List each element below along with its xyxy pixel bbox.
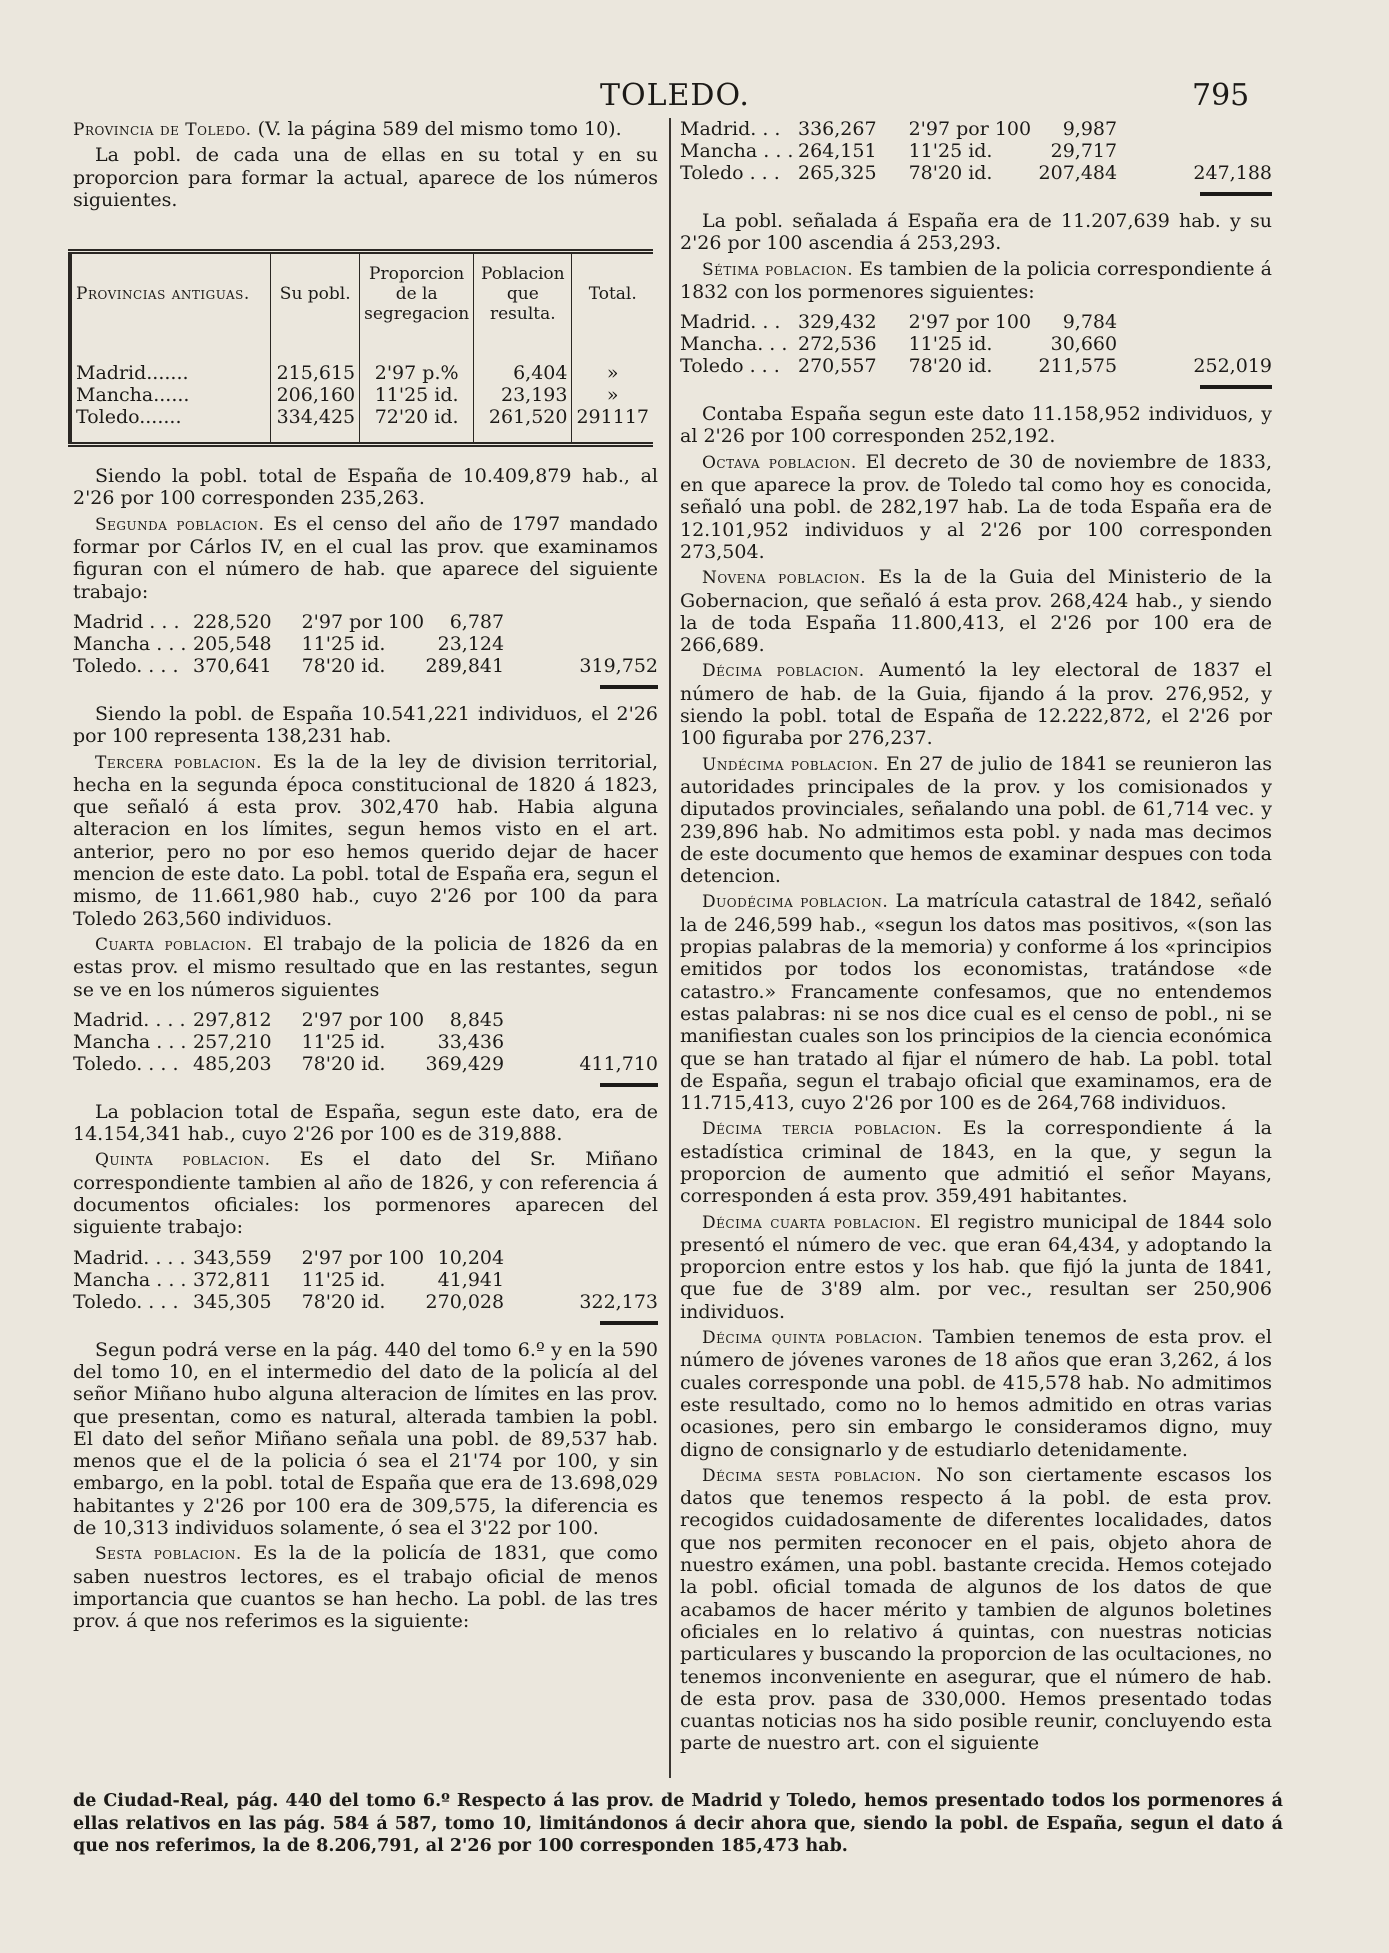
section-segunda: Segunda poblacion. Es el censo del año de 1797 mandado formar por Cárlos IV, en el cual las prov. que examinamos figuran con el número de hab. que aparece del siguiente trabajo: <box>73 512 659 603</box>
table-row: Madrid . . . 228,520 2'97 por 100 6,787 <box>73 610 505 633</box>
table-row: Toledo . . . 265,325 78'20 id. 207,484 247,188 <box>680 162 1272 184</box>
paragraph: Contaba España segun este dato 11.158,952 individuos, y al 2'26 por 100 corresponden 252,192. <box>680 403 1272 448</box>
paragraph: Segun podrá verse en la pág. 440 del tomo 6.º y en la 590 del tomo 10, en el intermedio del dato de la policía al del señor Miñano hubo alguna alteracion de límites en las prov. que presentan, como es natural, alterada tambien la pobl. El dato del señor Miñano señala una pobl. de 89,537 hab. menos que el de la policia ó sea el 21'74 por 100, y sin embargo, en la pobl. total de España que era de 13.698,029 habitantes y 2'26 por 100 era de 309,575, la diferencia es de 10,313 individuos solamente, ó sea el 3'22 por 100. <box>73 1338 658 1539</box>
section-decima-sesta: Décima sesta poblacion. No son ciertamente escasos los datos que tenemos respecto á la pobl. de esta prov. recogidos cuidadosamente de diferentes localidades, datos que nos permiten reconocer en el pais, objeto ahora de nuestro exámen, una pobl. bastante crecida. Hemos cotejado la pobl. oficial tomada de algunos de los datos de que acabamos de hacer mérito y tambien de algunos boletines oficiales en lo relativo á quintas, con nuestras noticias particulares y buscando la proporcion de las ocultaciones, no tenemos inconveniente en asegurar, que el número de hab. de esta prov. pasa de 330,000. Hemos presentado todas cuantas noticias nos ha sido posible reunir, concluyendo esta parte de nuestro art. con el siguiente <box>680 1463 1272 1755</box>
row-resulta: 261,520 <box>474 406 572 445</box>
figures-table-segunda <box>73 611 658 677</box>
footnote: de Ciudad-Real, pág. 440 del tomo 6.º Respecto á las prov. de Madrid y Toledo, hemos presentado todos los pormenores á ellas relativos en las pág. 584 á 587, tomo 10, limitándonos á decir ahora que, siendo la pobl. de España, segun el dato á que nos referimos, la de 8.206,791, al 2'26 por 100 corresponden 185,473 hab. <box>73 1791 1283 1856</box>
figures-table-quinta <box>73 1247 658 1313</box>
row-total: » <box>606 384 619 407</box>
col-header-proporcion: Proporcion de la segregacion <box>360 252 474 333</box>
total-rule <box>600 1321 658 1325</box>
right-column <box>680 118 1272 1758</box>
section-novena: Novena poblacion. Es la de la Guia del Ministerio de la Gobernacion, que señaló á esta prov. 268,424 hab., y siendo la de toda España 11.800,413, el 2'26 por 100 era de 266,689. <box>680 566 1272 657</box>
table-row: Mancha. . . 272,536 11'25 id. 30,660 <box>680 333 1118 356</box>
section-decima-tercia: Décima tercia poblacion. Es la correspondiente á la estadística criminal de 1843, en la que, y segun la proporcion de aumento que admitió el señor Mayans, corresponden á esta prov. 359,491 habitantes. <box>680 1117 1272 1208</box>
table-row: Mancha . . . 205,548 11'25 id. 23,124 <box>73 632 505 655</box>
section-cuarta: Cuarta poblacion. El trabajo de la policia de 1826 da en estas prov. el mismo resultado que en las restantes, segun se ve en los números siguientes <box>73 932 658 1001</box>
section-quinta: Quinta poblacion. Es el dato del Sr. Miñano correspondiente tambien al año de 1826, y con referencia á documentos oficiales: los pormenores aparecen del siguiente trabajo: <box>73 1148 658 1239</box>
column-divider <box>669 118 671 1778</box>
table-row <box>70 406 653 445</box>
row-province: Toledo....... <box>70 406 271 445</box>
total-rule <box>600 1083 658 1087</box>
col-header-provincias: Provincias antiguas. <box>70 252 271 333</box>
intro-paragraph: Provincia de Toledo. (V. la página 589 del mismo tomo 10). <box>73 118 622 140</box>
paragraph: Siendo la pobl. de España 10.541,221 individuos, el 2'26 por 100 representa 138,231 hab. <box>73 702 658 748</box>
row-resulta: 23,193 <box>474 384 572 406</box>
row-total: 291117 <box>576 406 649 429</box>
row-pobl: 206,160 <box>271 384 360 406</box>
section-undecima: Undécima poblacion. En 27 de julio de 1841 se reunieron las autoridades principales de la prov. y los comisionados y diputados provinciales, señalando una pobl. de 61,714 vec. y 239,896 hab. No admitimos esta pobl. y nada mas decimos de este documento que hemos de examinar despues con toda detencion. <box>680 752 1273 888</box>
provinces-table <box>68 249 653 447</box>
row-province: Mancha...... <box>70 384 271 406</box>
figures-table-setima <box>680 311 1272 377</box>
paragraph: La pobl. señalada á España era de 11.207,639 hab. y su 2'26 por 100 ascendia á 253,293. <box>680 210 1272 255</box>
row-pobl: 215,615 <box>271 362 360 384</box>
section-octava: Octava poblacion. El decreto de 30 de noviembre de 1833, en que aparece la prov. de Toledo tal como hoy es conocida, señaló una pobl. de 282,197 hab. La de toda España era de 12.101,952 individuos y al 2'26 por 100 corresponden 273,504. <box>680 450 1272 563</box>
row-province: Madrid....... <box>70 362 271 384</box>
total-rule <box>600 685 658 689</box>
figures-table-sesta <box>680 118 1272 184</box>
table-row <box>70 384 653 406</box>
section-duodecima: Duodécima poblacion. La matrícula catastral de 1842, señaló la de 246,599 hab., «segun los datos mas positivos, «(son las propias palabras de la memoria) y conforme á los «principios emitidos por todos los economistas, tratándose «de catastro.» Francamente confesamos, que no entendemos estas palabras: ni se nos dice cual es el censo de pobl., ni se manifiestan cuales son los principios de la ciencia económica que se han tratado al fijar el número de hab. La pobl. total de España, segun el trabajo oficial que examinamos, era de 11.715,413, cuyo 2'26 por 100 es de 264,768 individuos. <box>680 890 1272 1115</box>
table-row: Mancha . . . 264,151 11'25 id. 29,717 <box>680 140 1118 162</box>
table-row: Toledo. . . . 370,641 78'20 id. 289,841 319,752 <box>73 654 658 677</box>
section-decima-cuarta: Décima cuarta poblacion. El registro municipal de 1844 solo presentó el número de vec. que eran 64,434, y adoptando la proporcion entre estos y los hab. que fijó la junta de 1841, que fue de 3'89 alm. por vec., resultan ser 250,906 individuos. <box>680 1210 1272 1323</box>
page-title: TOLEDO. <box>600 78 750 113</box>
section-setima: Sétima poblacion. Es tambien de la policia correspondiente á 1832 con los pormenores siguientes: <box>680 257 1272 303</box>
row-proporcion: 2'97 p.% <box>360 362 474 384</box>
figures-table-cuarta <box>73 1009 658 1075</box>
page-header <box>0 78 1389 114</box>
section-sesta: Sesta poblacion. Es la de la policía de 1831, que como saben nuestros lectores, es el trabajo oficial de menos importancia que cuantos se han hecho. La pobl. de las tres prov. á que nos referimos es la siguiente: <box>73 1542 658 1633</box>
left-column <box>73 118 658 1635</box>
section-decima: Décima poblacion. Aumentó la ley electoral de 1837 el número de hab. de la Guia, fijando á la prov. 276,952, y siendo la pobl. total de España de 12.222,872, el 2'26 por 100 figuraba por 276,237. <box>680 659 1272 750</box>
row-pobl: 334,425 <box>271 406 360 445</box>
table-row: Toledo . . . 270,557 78'20 id. 211,575 252,019 <box>680 355 1272 378</box>
intro-paragraph-2: La pobl. de cada una de ellas en su total y en su proporcion para formar la actual, aparece de los números siguientes. <box>73 144 658 211</box>
page-number: 795 <box>1192 78 1250 113</box>
section-tercera: Tercera poblacion. Es la de la ley de division territorial, hecha en la segunda época constitucional de 1820 á 1823, que señaló á esta prov. 302,470 hab. Habia alguna alteracion en los límites, segun hemos visto en el art. anterior, pero no por eso hemos querido dejar de hacer mencion de este dato. La pobl. total de España era, segun el mismo, de 11.661,980 hab., cuyo 2'26 por 100 da para Toledo 263,560 individuos. <box>73 750 658 930</box>
paragraph: Siendo la pobl. total de España de 10.409,879 hab., al 2'26 por 100 corresponden 235,263. <box>73 465 658 510</box>
total-rule <box>1200 192 1272 196</box>
row-total: » <box>606 362 619 385</box>
table-row: Mancha . . . 372,811 11'25 id. 41,941 <box>73 1268 505 1291</box>
col-header-pobl: Su pobl. <box>271 252 360 333</box>
table-row: Mancha . . . 257,210 11'25 id. 33,436 <box>73 1030 505 1053</box>
table-row <box>70 362 653 384</box>
total-rule <box>1200 385 1272 389</box>
row-proporcion: 11'25 id. <box>360 384 474 406</box>
section-decima-quinta: Décima quinta poblacion. Tambien tenemos de esta prov. el número de jóvenes varones de 18 años que eran 3,262, á los cuales corresponde una pobl. de 415,578 hab. No admitimos este resultado, como no lo hemos admitido en otras varias ocasiones, pero sin embargo le consideramos digno, muy digno de consignarlo y de estudiarlo detenidamente. <box>680 1326 1272 1461</box>
table-row: Madrid. . . 329,432 2'97 por 100 9,784 <box>680 311 1118 334</box>
col-header-total: Total. <box>588 284 637 305</box>
row-resulta: 6,404 <box>474 362 572 384</box>
paragraph: La poblacion total de España, segun este dato, era de 14.154,341 hab., cuyo 2'26 por 100 es de 319,888. <box>73 1100 658 1146</box>
table-row: Madrid. . . . 343,559 2'97 por 100 10,204 <box>73 1246 505 1269</box>
table-row: Madrid. . . 336,267 2'97 por 100 9,987 <box>680 118 1118 140</box>
table-row: Madrid. . . . 297,812 2'97 por 100 8,845 <box>73 1008 505 1031</box>
table-row: Toledo. . . . 345,305 78'20 id. 270,028 322,173 <box>73 1290 658 1313</box>
col-header-resulta: Poblacion que resulta. <box>474 252 572 333</box>
table-row: Toledo. . . . 485,203 78'20 id. 369,429 411,710 <box>73 1052 658 1075</box>
row-proporcion: 72'20 id. <box>360 406 474 445</box>
